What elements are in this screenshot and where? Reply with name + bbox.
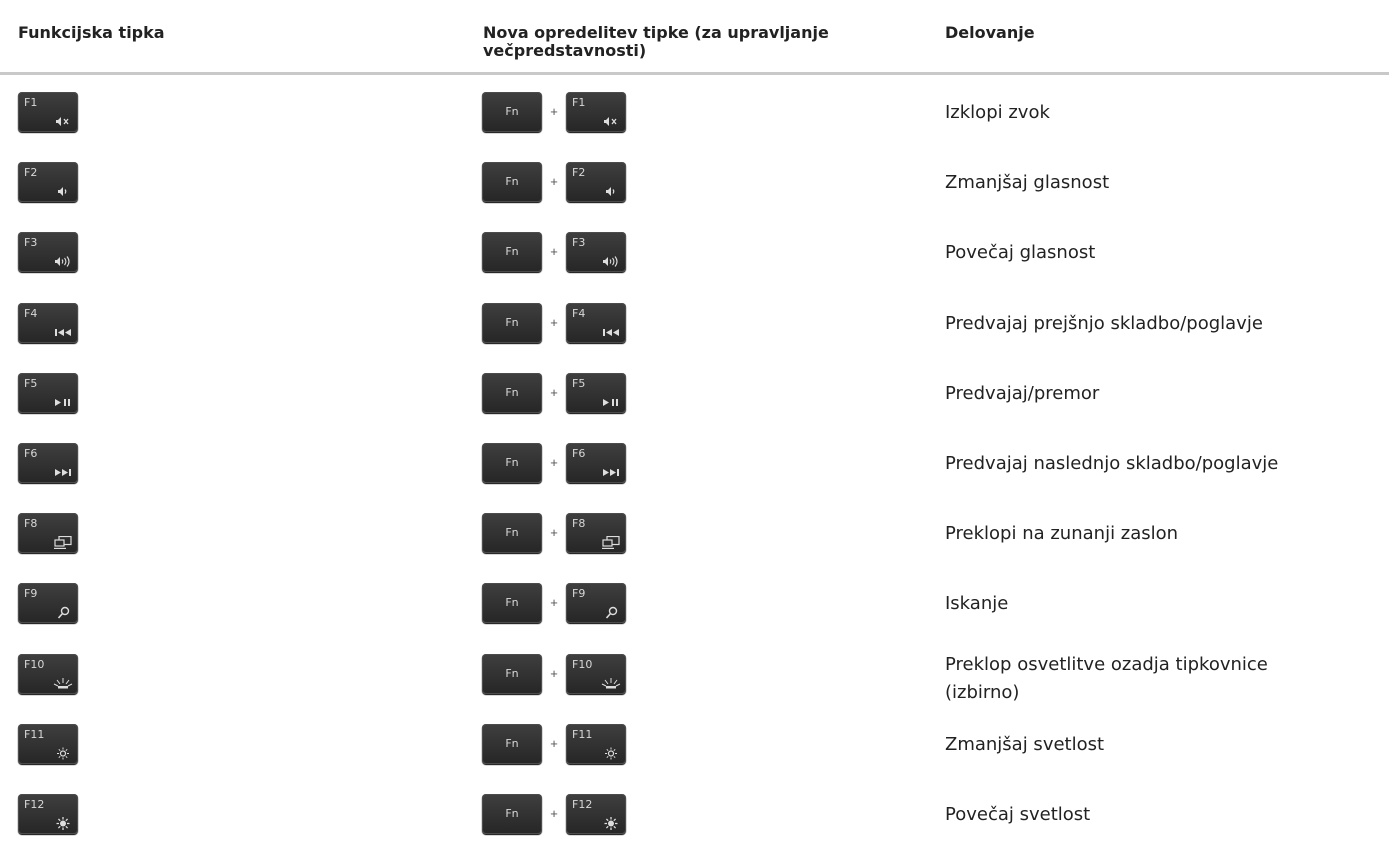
key-label: F2 — [572, 166, 586, 179]
plus-sign: + — [550, 666, 558, 681]
table-row — [0, 714, 1389, 774]
search-icon — [53, 606, 73, 619]
remapped-f6-key — [566, 443, 626, 483]
fn-key-label: Fn — [505, 667, 519, 680]
mute-icon — [601, 115, 621, 128]
key-label: F9 — [24, 587, 38, 600]
brightness-up-icon — [601, 817, 621, 830]
fn-key-label: Fn — [505, 175, 519, 188]
key-label: F6 — [572, 447, 586, 460]
action-description: Iskanje — [945, 593, 1009, 614]
fn-key — [482, 92, 542, 132]
keyboard-backlight-icon — [53, 677, 73, 690]
key-label: F10 — [24, 658, 45, 671]
volume-up-icon — [601, 255, 621, 268]
remapped-f2-key — [566, 162, 626, 202]
fn-key — [482, 232, 542, 272]
key-label: F12 — [24, 798, 45, 811]
remapped-f5-key — [566, 373, 626, 413]
key-label: F11 — [24, 728, 45, 741]
fn-key — [482, 373, 542, 413]
key-label: F10 — [572, 658, 593, 671]
next-track-icon — [601, 466, 621, 479]
table-row — [0, 363, 1389, 423]
fn-key — [482, 513, 542, 553]
function-f8-key — [18, 513, 78, 553]
header-remap-line1: Nova opredelitev tipke (za upravljanje — [483, 23, 829, 42]
key-label: F5 — [572, 377, 586, 390]
play-pause-icon — [601, 396, 621, 409]
table-row — [0, 573, 1389, 633]
fn-key — [482, 654, 542, 694]
function-f11-key — [18, 724, 78, 764]
table-row — [0, 152, 1389, 212]
external-display-icon — [601, 536, 621, 549]
fn-key — [482, 443, 542, 483]
remapped-f3-key — [566, 232, 626, 272]
action-description: Povečaj svetlost — [945, 804, 1091, 825]
volume-down-icon — [53, 185, 73, 198]
action-line: Preklop osvetlitve ozadja tipkovnice — [945, 654, 1268, 675]
function-f12-key — [18, 794, 78, 834]
table-row — [0, 644, 1389, 704]
plus-sign: + — [550, 104, 558, 119]
brightness-down-icon — [601, 747, 621, 760]
plus-sign: + — [550, 174, 558, 189]
key-label: F4 — [24, 307, 38, 320]
header-function-key: Funkcijska tipka — [18, 23, 165, 42]
key-label: F11 — [572, 728, 593, 741]
table-header — [0, 0, 1389, 72]
plus-sign: + — [550, 455, 558, 470]
header-divider — [0, 72, 1389, 75]
action-description — [945, 652, 1365, 705]
table-row — [0, 433, 1389, 493]
function-f2-key — [18, 162, 78, 202]
fn-key — [482, 724, 542, 764]
remapped-f10-key — [566, 654, 626, 694]
play-pause-icon — [53, 396, 73, 409]
key-label: F12 — [572, 798, 593, 811]
key-label: F1 — [572, 96, 586, 109]
action-description: Povečaj glasnost — [945, 242, 1096, 263]
key-label: F4 — [572, 307, 586, 320]
plus-sign: + — [550, 806, 558, 821]
action-description: Preklopi na zunanji zaslon — [945, 523, 1179, 544]
plus-sign: + — [550, 525, 558, 540]
key-label: F1 — [24, 96, 38, 109]
fn-key-label: Fn — [505, 105, 519, 118]
mute-icon — [53, 115, 73, 128]
fn-key — [482, 583, 542, 623]
key-label: F3 — [24, 236, 38, 249]
action-description: Izklopi zvok — [945, 102, 1050, 123]
plus-sign: + — [550, 736, 558, 751]
function-f1-key — [18, 92, 78, 132]
external-display-icon — [53, 536, 73, 549]
key-label: F2 — [24, 166, 38, 179]
fn-key — [482, 162, 542, 202]
table-row — [0, 222, 1389, 282]
plus-sign: + — [550, 385, 558, 400]
fn-key-label: Fn — [505, 316, 519, 329]
fn-key-label: Fn — [505, 386, 519, 399]
fn-key-label: Fn — [505, 737, 519, 750]
keyboard-backlight-icon — [601, 677, 621, 690]
previous-track-icon — [53, 326, 73, 339]
previous-track-icon — [601, 326, 621, 339]
fn-key-label: Fn — [505, 245, 519, 258]
key-label: F9 — [572, 587, 586, 600]
volume-up-icon — [53, 255, 73, 268]
action-description: Zmanjšaj svetlost — [945, 734, 1105, 755]
remapped-f11-key — [566, 724, 626, 764]
action-description: Predvajaj/premor — [945, 383, 1100, 404]
plus-sign: + — [550, 244, 558, 259]
brightness-down-icon — [53, 747, 73, 760]
key-label: F5 — [24, 377, 38, 390]
fn-key-label: Fn — [505, 526, 519, 539]
fn-key-label: Fn — [505, 596, 519, 609]
plus-sign: + — [550, 315, 558, 330]
table-row — [0, 503, 1389, 563]
remapped-f9-key — [566, 583, 626, 623]
table-row — [0, 784, 1389, 844]
fn-key — [482, 303, 542, 343]
function-f9-key — [18, 583, 78, 623]
action-description: Zmanjšaj glasnost — [945, 172, 1110, 193]
action-description: Predvajaj naslednjo skladbo/poglavje — [945, 453, 1279, 474]
header-remap-line2: večpredstavnosti) — [483, 41, 647, 60]
remapped-f12-key — [566, 794, 626, 834]
search-icon — [601, 606, 621, 619]
table-row — [0, 82, 1389, 142]
action-description: Predvajaj prejšnjo skladbo/poglavje — [945, 313, 1263, 334]
fn-key — [482, 794, 542, 834]
function-f3-key — [18, 232, 78, 272]
remapped-f1-key — [566, 92, 626, 132]
key-label: F8 — [24, 517, 38, 530]
remapped-f8-key — [566, 513, 626, 553]
fn-key-label: Fn — [505, 456, 519, 469]
next-track-icon — [53, 466, 73, 479]
function-f10-key — [18, 654, 78, 694]
header-behavior: Delovanje — [945, 23, 1035, 42]
volume-down-icon — [601, 185, 621, 198]
key-label: F6 — [24, 447, 38, 460]
function-f5-key — [18, 373, 78, 413]
brightness-up-icon — [53, 817, 73, 830]
remapped-f4-key — [566, 303, 626, 343]
fn-key-label: Fn — [505, 807, 519, 820]
key-label: F8 — [572, 517, 586, 530]
table-row — [0, 293, 1389, 353]
action-line: (izbirno) — [945, 682, 1020, 703]
key-label: F3 — [572, 236, 586, 249]
function-f4-key — [18, 303, 78, 343]
plus-sign: + — [550, 595, 558, 610]
function-f6-key — [18, 443, 78, 483]
